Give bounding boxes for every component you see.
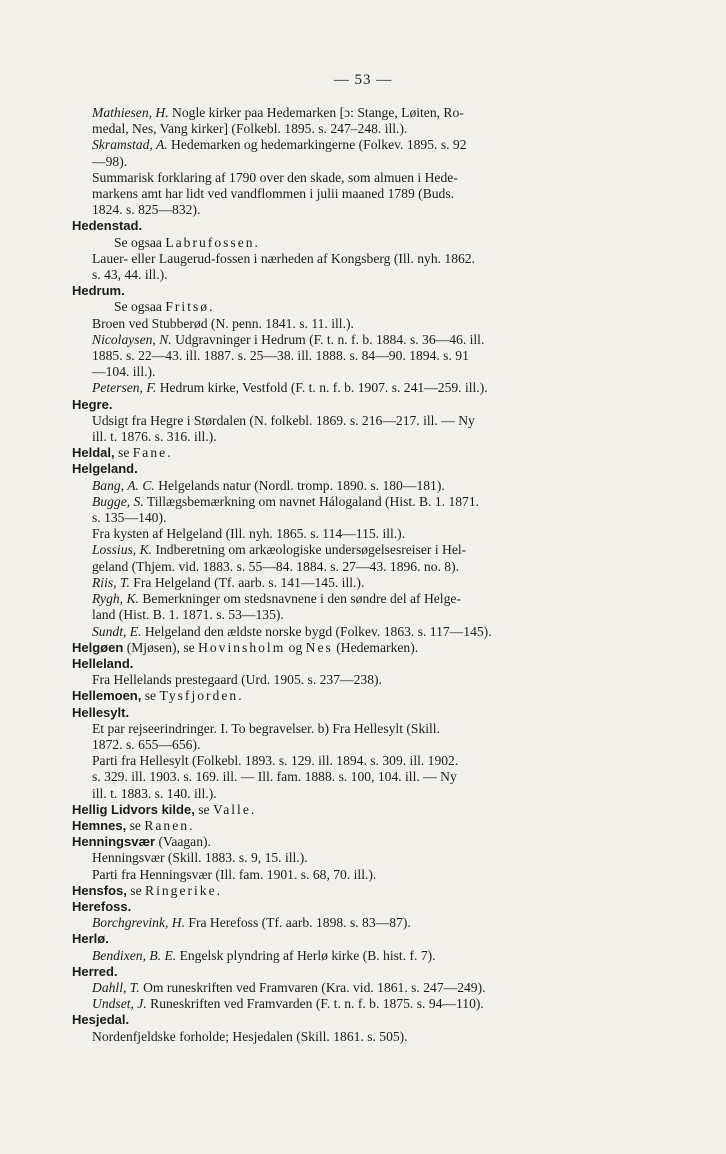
line-text: (Hedemarken). xyxy=(332,639,419,655)
place-heading: Herefoss. xyxy=(72,898,132,914)
place-heading: Helgøen xyxy=(72,639,124,655)
line-text: Parti fra Henningsvær (Ill. fam. 1901. s. 68, 70. ill.). xyxy=(92,866,377,882)
author-name: Nicolaysen, N. xyxy=(92,331,172,347)
entry-line xyxy=(72,591,642,607)
entry-line xyxy=(72,348,642,364)
entry-line xyxy=(72,542,642,558)
line-text: 1824. s. 825—832). xyxy=(92,202,201,218)
entry-line xyxy=(72,526,642,542)
line-text: Fra Herefoss (Tf. aarb. 1898. s. 83—87). xyxy=(185,915,411,931)
line-text: se xyxy=(126,817,145,833)
place-heading: Herlø. xyxy=(72,931,109,947)
entry-line xyxy=(72,332,642,348)
line-text: se xyxy=(141,688,160,704)
place-heading: Hesjedal. xyxy=(72,1012,130,1028)
cross-reference: Ranen xyxy=(144,817,190,833)
line-text: . xyxy=(254,234,258,250)
heading-line xyxy=(72,656,642,672)
line-text: Udgravninger i Hedrum (F. t. n. f. b. 1884. s. 36—46. ill. xyxy=(171,331,485,347)
place-heading: Heldal, xyxy=(72,445,115,461)
line-text: Indberetning om arkæologiske undersøgelsesreiser i Hel- xyxy=(152,542,467,558)
author-name: Dahll, T. xyxy=(92,979,140,995)
place-heading: Hedrum. xyxy=(72,283,125,299)
entry-line xyxy=(72,753,642,769)
heading-line xyxy=(72,883,642,899)
cross-reference: Fritsø xyxy=(165,299,210,315)
cross-reference: Valle xyxy=(212,801,251,817)
place-heading: Helgeland. xyxy=(72,461,138,477)
line-text: (Mjøsen), se xyxy=(123,639,199,655)
line-text: Engelsk plyndring af Herlø kirke (B. hist. f. 7). xyxy=(176,947,436,963)
author-name: Riis, T. xyxy=(92,574,130,590)
place-heading: Hensfos, xyxy=(72,882,127,898)
heading-line xyxy=(72,964,642,980)
line-text: . xyxy=(209,299,213,315)
heading-line xyxy=(72,640,642,656)
author-name: Skramstad, A. xyxy=(92,137,168,153)
entry-line xyxy=(72,624,642,640)
page-number: — 53 — xyxy=(333,72,393,88)
entry-line xyxy=(72,299,642,315)
line-text: Parti fra Hellesylt (Folkebl. 1893. s. 129. ill. 1894. s. 309. ill. 1902. xyxy=(92,753,459,769)
entry-line xyxy=(72,121,642,137)
place-heading: Hegre. xyxy=(72,396,113,412)
entry-line xyxy=(72,267,642,283)
heading-line xyxy=(72,445,642,461)
line-text: s. 43, 44. ill.). xyxy=(92,267,168,283)
heading-line xyxy=(72,818,642,834)
line-text: Tillægsbemærkning om navnet Hálogaland (Hist. B. 1. 1871. xyxy=(143,493,480,509)
heading-line xyxy=(72,218,642,234)
heading-line xyxy=(72,705,642,721)
author-name: Bang, A. C. xyxy=(92,477,155,493)
line-text: Hedrum kirke, Vestfold (F. t. n. f. b. 1907. s. 241—259. ill.). xyxy=(156,380,488,396)
line-text: Om runeskriften ved Framvaren (Kra. vid. 1861. s. 247—249). xyxy=(139,979,486,995)
author-name: Mathiesen, H. xyxy=(92,105,169,120)
place-heading: Hemnes, xyxy=(72,817,127,833)
line-text: (Vaagan). xyxy=(155,834,211,850)
line-text: Nogle kirker paa Hedemarken [ɔ: Stange, Løiten, Ro- xyxy=(168,105,464,120)
place-heading: Helleland. xyxy=(72,655,134,671)
entry-line xyxy=(72,380,642,396)
entry-line xyxy=(72,915,642,931)
line-text: 1872. s. 655—656). xyxy=(92,736,201,752)
author-name: Sundt, E. xyxy=(92,623,142,639)
heading-line xyxy=(72,397,642,413)
line-text: . xyxy=(238,688,242,704)
entry-line xyxy=(72,251,642,267)
entry-line xyxy=(72,786,642,802)
line-text: s. 135—140). xyxy=(92,510,167,526)
line-text: land (Hist. B. 1. 1871. s. 53—135). xyxy=(92,607,284,623)
heading-line xyxy=(72,283,642,299)
line-text: markens amt har lidt ved vandflommen i julii maaned 1789 (Buds. xyxy=(92,186,455,202)
author-name: Petersen, F. xyxy=(92,380,157,396)
line-text: —98). xyxy=(92,153,128,169)
heading-line xyxy=(72,802,642,818)
entry-line xyxy=(72,154,642,170)
line-text: Se ogsaa xyxy=(114,299,166,315)
line-text: Summarisk forklaring af 1790 over den skade, som almuen i Hede- xyxy=(92,169,458,185)
entry-line xyxy=(72,559,642,575)
line-text: Helgelands natur (Nordl. tromp. 1890. s. 180—181). xyxy=(154,477,445,493)
entry-line xyxy=(72,1029,642,1045)
entry-line xyxy=(72,721,642,737)
line-text: Nordenfjeldske forholde; Hesjedalen (Skill. 1861. s. 505). xyxy=(92,1028,408,1044)
entry-line xyxy=(72,867,642,883)
heading-line xyxy=(72,461,642,477)
entry-line xyxy=(72,672,642,688)
entry-line xyxy=(72,413,642,429)
entry-line xyxy=(72,996,642,1012)
entry-line xyxy=(72,105,642,121)
line-text: Helgeland den ældste norske bygd (Folkev. 1863. s. 117—145). xyxy=(141,623,492,639)
line-text: Se ogsaa xyxy=(114,234,166,250)
heading-line xyxy=(72,931,642,947)
heading-line xyxy=(72,1012,642,1028)
place-heading: Hellesylt. xyxy=(72,704,130,720)
place-heading: Hedenstad. xyxy=(72,218,143,234)
entry-line xyxy=(72,170,642,186)
line-text: Runeskriften ved Framvarden (F. t. n. f. b. 1875. s. 94—110). xyxy=(146,996,484,1012)
author-name: Lossius, K. xyxy=(92,542,153,558)
author-name: Borchgrevink, H. xyxy=(92,915,185,931)
bibliography-list xyxy=(72,105,642,1045)
entry-line xyxy=(72,364,642,380)
line-text: Et par rejseerindringer. I. To begravelser. b) Fra Hellesylt (Skill. xyxy=(92,720,440,736)
place-heading: Herred. xyxy=(72,963,118,979)
line-text: . xyxy=(250,801,255,817)
line-text: Fra Helgeland (Tf. aarb. s. 141—145. ill.). xyxy=(129,574,365,590)
cross-reference: Nes xyxy=(305,639,333,655)
line-text: medal, Nes, Vang kirker] (Folkebl. 1895. s. 247–248. ill.). xyxy=(92,121,408,137)
entry-line xyxy=(72,980,642,996)
entry-line xyxy=(72,429,642,445)
author-name: Bugge, S. xyxy=(92,493,144,509)
line-text: . xyxy=(167,445,171,461)
cross-reference: Labrufossen xyxy=(165,234,255,250)
line-text: ill. t. 1883. s. 140. ill.). xyxy=(92,785,217,801)
author-name: Bendixen, B. E. xyxy=(92,947,177,963)
line-text: Henningsvær (Skill. 1883. s. 9, 15. ill.). xyxy=(92,850,308,866)
line-text: Bemerkninger om stedsnavnene i den søndre del af Helge- xyxy=(138,591,461,607)
line-text: og xyxy=(285,639,306,655)
line-text: geland (Thjem. vid. 1883. s. 55—84. 1884. s. 27—43. 1896. no. 8). xyxy=(92,558,460,574)
line-text: . xyxy=(189,817,193,833)
heading-line xyxy=(72,899,642,915)
entry-line xyxy=(72,316,642,332)
entry-line xyxy=(72,478,642,494)
entry-line xyxy=(72,510,642,526)
line-text: —104. ill.). xyxy=(92,364,156,380)
line-text: Fra kysten af Helgeland (Ill. nyh. 1865. s. 114—115. ill.). xyxy=(92,526,406,542)
entry-line xyxy=(72,607,642,623)
cross-reference: Hovinsholm xyxy=(198,639,286,655)
entry-line xyxy=(72,948,642,964)
line-text: 1885. s. 22—43. ill. 1887. s. 25—38. ill. 1888. s. 84—90. 1894. s. 91 xyxy=(92,348,469,364)
entry-line xyxy=(72,137,642,153)
line-text: . xyxy=(216,882,221,898)
heading-line xyxy=(72,688,642,704)
line-text: s. 329. ill. 1903. s. 169. ill. — Ill. fam. 1888. s. 100, 104. ill. — Ny xyxy=(92,769,457,785)
entry-line xyxy=(72,737,642,753)
entry-line xyxy=(72,494,642,510)
entry-line xyxy=(72,850,642,866)
line-text: Hedemarken og hedemarkingerne (Folkev. 1895. s. 92 xyxy=(167,137,467,153)
place-heading: Hellemoen, xyxy=(72,688,142,704)
line-text: se xyxy=(194,801,213,817)
author-name: Undset, J. xyxy=(92,996,147,1012)
entry-line xyxy=(72,575,642,591)
entry-line xyxy=(72,202,642,218)
line-text: Lauer- eller Laugerud-fossen i nærheden af Kongsberg (Ill. nyh. 1862. xyxy=(92,250,476,266)
entry-line xyxy=(72,769,642,785)
heading-line xyxy=(72,834,642,850)
line-text: Broen ved Stubberød (N. penn. 1841. s. 11. ill.). xyxy=(92,315,354,331)
line-text: se xyxy=(114,445,133,461)
place-heading: Hellig Lidvors kilde, xyxy=(72,801,195,817)
cross-reference: Tysfjorden xyxy=(159,688,239,704)
cross-reference: Fane xyxy=(132,445,168,461)
author-name: Rygh, K. xyxy=(92,591,139,607)
place-heading: Henningsvær xyxy=(72,834,156,850)
line-text: ill. t. 1876. s. 316. ill.). xyxy=(92,429,217,445)
line-text: Fra Hellelands prestegaard (Urd. 1905. s. 237—238). xyxy=(92,672,382,688)
line-text: se xyxy=(126,882,146,898)
line-text: Udsigt fra Hegre i Størdalen (N. folkebl. 1869. s. 216—217. ill. — Ny xyxy=(92,412,475,428)
entry-line xyxy=(72,235,642,251)
entry-line xyxy=(72,186,642,202)
cross-reference: Ringerike xyxy=(145,882,217,898)
